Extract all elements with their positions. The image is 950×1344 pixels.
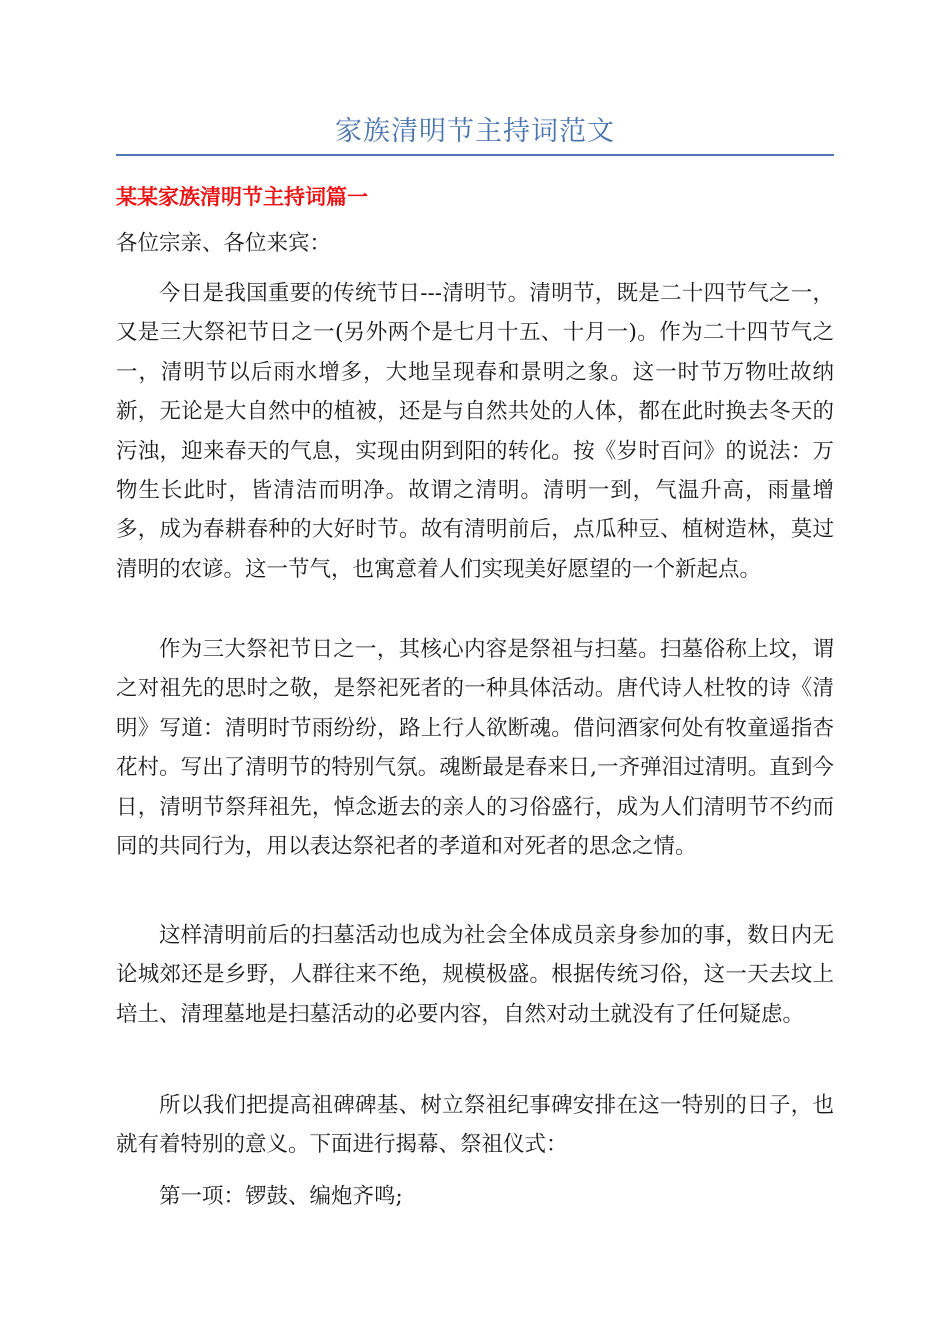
paragraph-4: 所以我们把提高祖碑碑基、树立祭祖纪事碑安排在这一特别的日子，也就有着特别的意义。下面进行揭幕、祭祖仪式： xyxy=(116,1093,834,1158)
title-underline xyxy=(116,154,834,156)
document-title: 家族清明节主持词范文 xyxy=(335,116,615,147)
ceremony-step-1: 第一项：锣鼓、编炮齐鸣; xyxy=(159,1184,403,1209)
paragraph-1: 今日是我国重要的传统节日---清明节。清明节，既是二十四节气之一，又是三大祭祀节日之一(另外两个是七月十五、十月一)。作为二十四节气之一，清明节以后雨水增多，大地呈现春和景明之象。这一时节万物吐故纳新，无论是大自然中的植被，还是与自然共处的人体，都在此时换去冬天的污浊，迎来春天的气息，实现由阴到阳的转化。按《岁时百问》的说法：万物生长此时，皆清洁而明净。故谓之清明。清明一到，气温升高，雨量增多，成为春耕春种的大好时节。故有清明前后，点瓜种豆、植树造林，莫过清明的农谚。这一节气，也寓意着人们实现美好愿望的一个新起点。 xyxy=(116,281,834,582)
greeting-line: 各位宗亲、各位来宾： xyxy=(116,231,332,256)
paragraph-3: 这样清明前后的扫墓活动也成为社会全体成员亲身参加的事，数日内无论城郊还是乡野，人群往来不绝，规模极盛。根据传统习俗，这一天去坟上培土、清理墓地是扫墓活动的必要内容，自然对动土就没有了任何疑虑。 xyxy=(116,923,834,1027)
section-heading: 某某家族清明节主持词篇一 xyxy=(116,185,368,209)
paragraph-2: 作为三大祭祀节日之一，其核心内容是祭祖与扫墓。扫墓俗称上坟，谓之对祖先的思时之敬，是祭祀死者的一种具体活动。唐代诗人杜牧的诗《清明》写道：清明时节雨纷纷，路上行人欲断魂。借问酒家何处有牧童遥指杏花村。写出了清明节的特别气氛。魂断最是春来日,一齐弹泪过清明。直到今日，清明节祭拜祖先，悼念逝去的亲人的习俗盛行，成为人们清明节不约而同的共同行为，用以表达祭祀者的孝道和对死者的思念之情。 xyxy=(116,637,834,860)
